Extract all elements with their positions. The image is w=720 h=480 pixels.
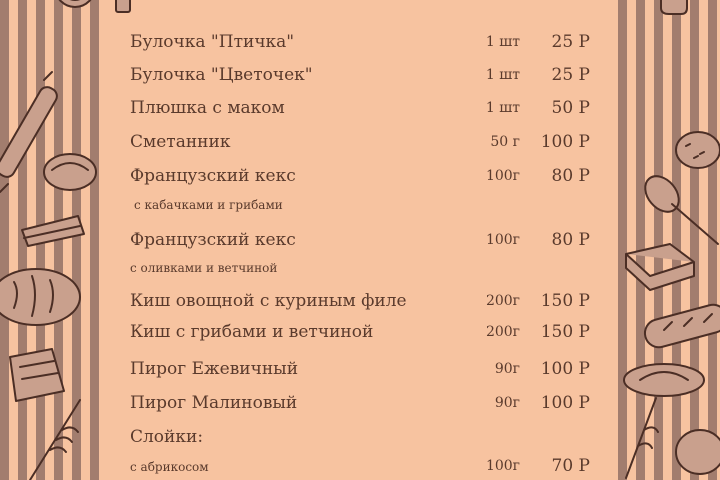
jar-icon: [112, 0, 136, 20]
pastry-icon: [42, 150, 100, 194]
menu-item: [130, 65, 590, 89]
bun-icon: [670, 420, 720, 480]
item-price: 100 Р: [540, 359, 590, 379]
cup-icon: [655, 0, 695, 22]
pastry-roll-icon: [620, 360, 710, 400]
item-qty: 200г: [485, 293, 520, 309]
menu-item-description: [130, 198, 590, 222]
item-price: 25 Р: [551, 32, 590, 52]
item-qty: 100г: [485, 168, 520, 184]
item-qty: 1 шт: [485, 34, 520, 50]
menu-item: [130, 393, 590, 417]
item-qty: 90г: [494, 395, 520, 411]
item-qty: 100г: [485, 458, 520, 474]
item-name: Булочка "Цветочек": [130, 65, 313, 85]
baguette-icon: [640, 298, 720, 358]
cookie-icon: [672, 128, 720, 172]
item-qty: 1 шт: [485, 67, 520, 83]
item-name: Французский кекс: [130, 230, 296, 250]
item-name: Булочка "Птичка": [130, 32, 295, 52]
item-qty: 100г: [485, 232, 520, 248]
menu-item: [130, 456, 590, 480]
item-name: Киш овощной с куриным филе: [130, 291, 407, 311]
item-price: 100 Р: [540, 132, 590, 152]
item-name: Пирог Ежевичный: [130, 359, 299, 379]
menu-item: [130, 98, 590, 122]
menu-item: [130, 322, 590, 346]
item-name: Пирог Малиновый: [130, 393, 298, 413]
item-price: 70 Р: [551, 456, 590, 476]
menu-item-description: [130, 261, 590, 285]
menu-item: [130, 32, 590, 56]
cake-slice-icon: [18, 210, 88, 250]
menu-item: [130, 166, 590, 190]
item-qty: 50 г: [490, 134, 520, 150]
item-price: 150 Р: [540, 291, 590, 311]
item-price: 50 Р: [551, 98, 590, 118]
menu-item: [130, 291, 590, 315]
item-price: 80 Р: [551, 230, 590, 250]
menu-item: [130, 230, 590, 254]
item-name: Киш с грибами и ветчиной: [130, 322, 374, 342]
item-price: 25 Р: [551, 65, 590, 85]
wheat-icon: [20, 400, 100, 480]
pan-icon: [50, 0, 110, 22]
bread-bag-icon: [2, 345, 72, 405]
menu-item: [130, 359, 590, 383]
section-title: Слойки:: [130, 427, 204, 447]
menu-item: [130, 132, 590, 156]
item-price: 150 Р: [540, 322, 590, 342]
item-name: Сметанник: [130, 132, 231, 152]
item-qty: 90г: [494, 361, 520, 377]
menu-section-heading: [130, 427, 590, 451]
item-name: с абрикосом: [130, 460, 209, 474]
wheat-stalk-icon: [616, 398, 676, 480]
item-qty: 200г: [485, 324, 520, 340]
item-price: 100 Р: [540, 393, 590, 413]
bread-loaf-icon: [0, 262, 84, 332]
item-price: 80 Р: [551, 166, 590, 186]
item-description: с кабачками и грибами: [134, 198, 283, 212]
item-name: Плюшка с маком: [130, 98, 285, 118]
item-name: Французский кекс: [130, 166, 296, 186]
item-qty: 1 шт: [485, 100, 520, 116]
item-description: с оливками и ветчиной: [130, 261, 278, 275]
cake-piece-icon: [620, 240, 700, 290]
